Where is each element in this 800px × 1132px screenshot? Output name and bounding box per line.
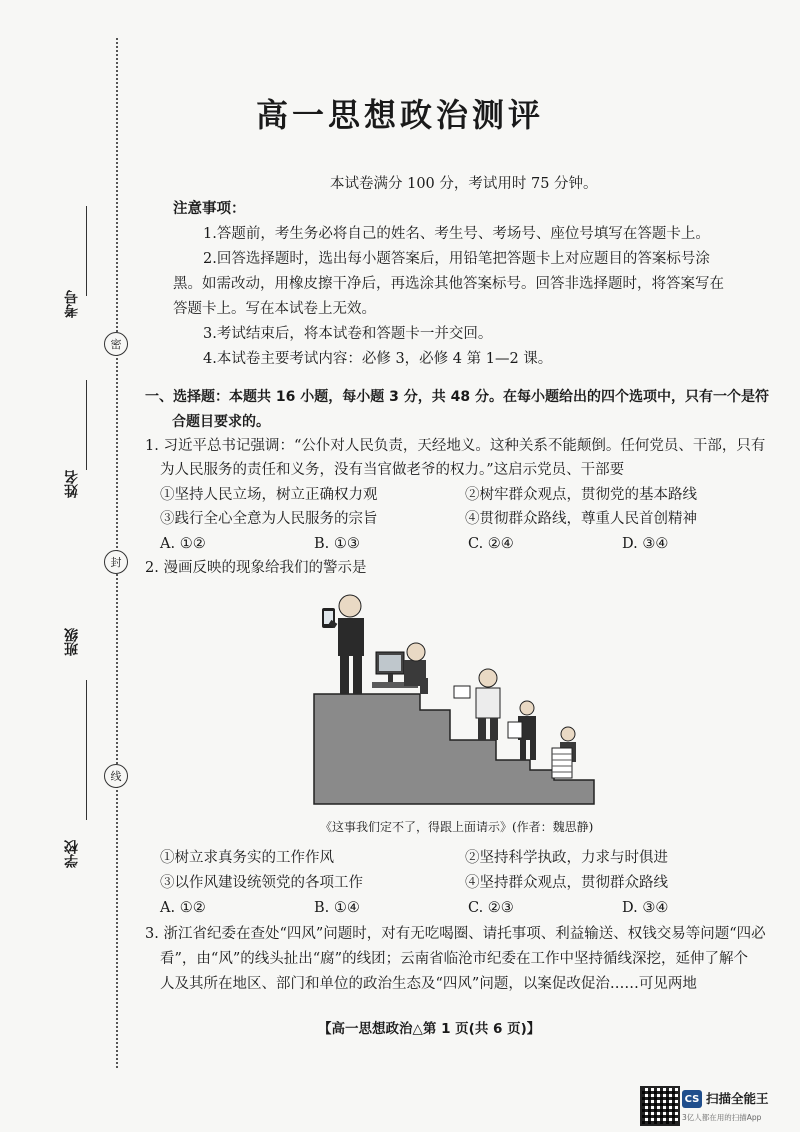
name-label: 姓名	[64, 470, 80, 498]
q1-choice-d: D. ③④	[622, 536, 669, 552]
camscanner-logo-icon: CS	[682, 1090, 702, 1108]
q1-choice-a: A. ①②	[160, 536, 206, 552]
seal-mark-feng: 封	[104, 550, 128, 574]
seal-mark-mi: 密	[104, 332, 128, 356]
q2-option: ①树立求真务实的工作作风	[160, 850, 334, 866]
exam-meta: 本试卷满分 100 分，考试用时 75 分钟。	[330, 176, 598, 192]
question-3-stem: 3. 浙江省纪委在查处“四风”问题时，对有无吃喝圈、请托事项、利益输送、权钱交易等问题“四必	[145, 926, 766, 942]
notice-line: 3.考试结束后，将本试卷和答题卡一并交回。	[203, 326, 493, 342]
question-2-stem: 2. 漫画反映的现象给我们的警示是	[145, 560, 367, 576]
qr-code-icon	[640, 1086, 680, 1126]
notice-line: 黑。如需改动，用橡皮擦干净后，再选涂其他答案标号。回答非选择题时，将答案写在	[173, 276, 724, 292]
q2-option: ③以作风建设统领党的各项工作	[160, 875, 363, 891]
question-1-stem-cont: 为人民服务的责任和义务，没有当官做老爷的权力。”这启示党员、干部要	[160, 462, 625, 478]
name-line	[86, 380, 87, 470]
cartoon-caption: 《这事我们定不了，得跟上面请示》(作者：魏思静)	[320, 820, 594, 834]
question-3-stem-cont: 人及其所在地区、部门和单位的政治生态及“四风”问题，以案促改促治……可见两地	[160, 976, 697, 992]
q1-choice-c: C. ②④	[468, 536, 514, 552]
question-1-stem: 1. 习近平总书记强调：“公仆对人民负责，天经地义。这种关系不能颠倒。任何党员、干部，只有	[145, 438, 766, 454]
scanner-app-tagline: 3亿人都在用的扫描App	[682, 1113, 762, 1122]
q1-option: ②树牢群众观点，贯彻党的基本路线	[465, 487, 697, 503]
q2-choice-c: C. ②③	[468, 900, 514, 916]
scanner-app-name: 扫描全能王	[706, 1091, 769, 1106]
exam-number-label: 考号	[64, 290, 80, 318]
notice-line: 4.本试卷主要考试内容：必修 3，必修 4 第 1—2 课。	[203, 351, 553, 367]
notice-heading: 注意事项：	[173, 201, 246, 217]
q1-option: ④贯彻群众路线，尊重人民首创精神	[465, 511, 697, 527]
exam-number-line	[86, 206, 87, 296]
cartoon-illustration	[308, 578, 600, 810]
q1-option: ③践行全心全意为人民服务的宗旨	[160, 511, 378, 527]
notice-line: 2.回答选择题时，选出每小题答案后，用铅笔把答题卡上对应题目的答案标号涂	[203, 251, 710, 267]
q2-choice-b: B. ①④	[314, 900, 360, 916]
class-label: 班级	[64, 628, 80, 656]
notice-line: 1.答题前，考生务必将自己的姓名、考生号、考场号、座位号填写在答题卡上。	[203, 226, 710, 242]
school-label: 学校	[64, 840, 80, 868]
q2-option: ②坚持科学执政，力求与时俱进	[465, 850, 668, 866]
q1-option: ①坚持人民立场，树立正确权力观	[160, 487, 378, 503]
school-line	[86, 730, 87, 820]
section-heading: 一、选择题：本题共 16 小题，每小题 3 分，共 48 分。在每小题给出的四个选项中，只有一个是符	[145, 389, 769, 405]
page-title: 高一思想政治测评	[255, 96, 544, 134]
q1-choice-b: B. ①③	[314, 536, 360, 552]
page-footer: 【高一思想政治△第 1 页(共 6 页)】	[318, 1021, 541, 1037]
seal-mark-xian: 线	[104, 764, 128, 788]
q2-option: ④坚持群众观点，贯彻群众路线	[465, 875, 668, 891]
question-3-stem-cont: 看”，由“风”的线头扯出“腐”的线团；云南省临沧市纪委在工作中坚持循线深挖，延伸了解个	[160, 951, 749, 967]
notice-line: 答题卡上。写在本试卷上无效。	[173, 301, 376, 317]
section-heading-cont: 合题目要求的。	[172, 414, 270, 430]
q2-choice-d: D. ③④	[622, 900, 669, 916]
q2-choice-a: A. ①②	[160, 900, 206, 916]
